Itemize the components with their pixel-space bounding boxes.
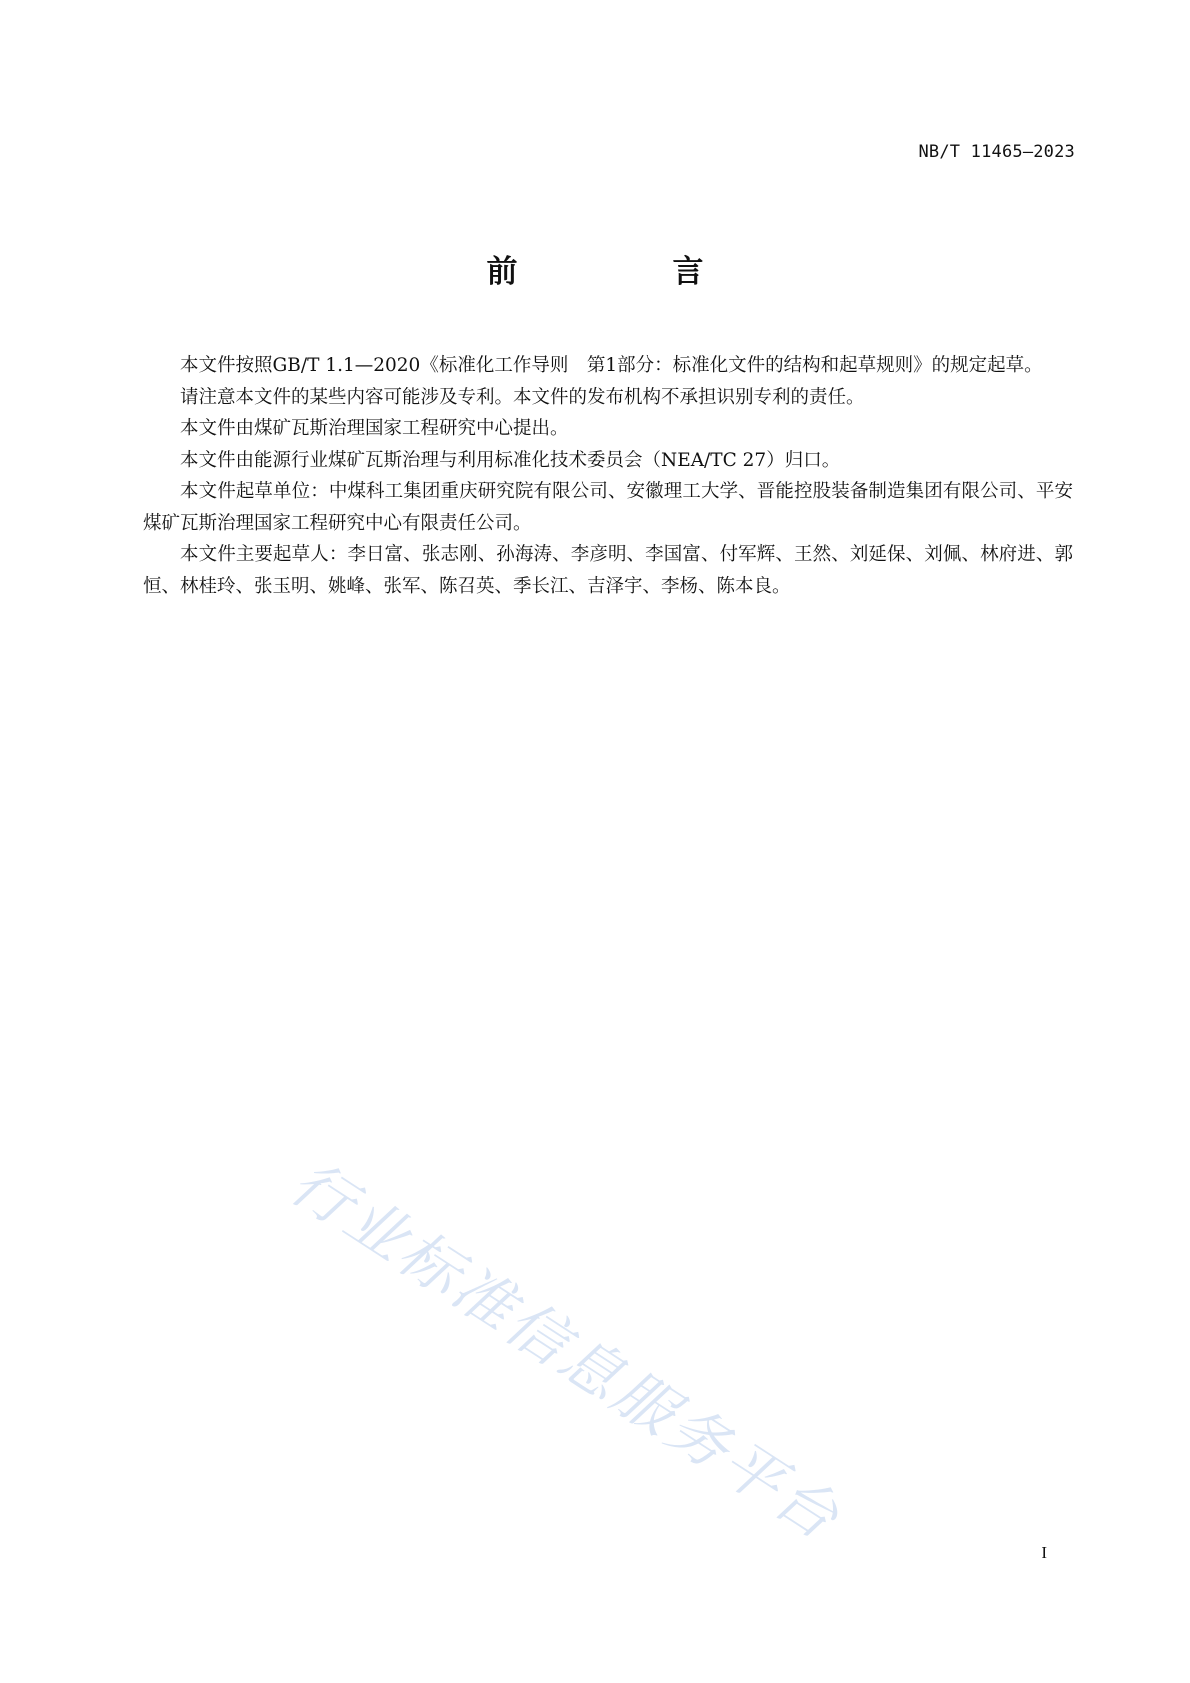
watermark: 行业标准信息服务平台 — [278, 1147, 854, 1556]
paragraph-drafting-rules: 本文件按照GB/T 1.1—2020《标准化工作导则 第1部分：标准化文件的结构和起草规则》的规定起草。 — [180, 355, 1043, 376]
page-number: I — [1041, 1543, 1047, 1562]
foreword-body — [143, 350, 1073, 602]
paragraph-drafting-organizations: 本文件起草单位：中煤科工集团重庆研究院有限公司、安徽理工大学、晋能控股装备制造集团有限公司、平安煤矿瓦斯治理国家工程研究中心有限责任公司。 — [143, 481, 1073, 534]
document-code: NB/T 11465—2023 — [918, 142, 1075, 162]
page-title: 前 言 — [486, 254, 766, 290]
paragraph-patent-notice: 请注意本文件的某些内容可能涉及专利。本文件的发布机构不承担识别专利的责任。 — [180, 386, 865, 408]
paragraph-drafters: 本文件主要起草人：李日富、张志刚、孙海涛、李彦明、李国富、付军辉、王然、刘延保、刘佩、林府进、郭恒、林桂玲、张玉明、姚峰、张军、陈召英、季长江、吉泽宇、李杨、陈本良。 — [143, 544, 1073, 597]
paragraph-technical-committee: 本文件由能源行业煤矿瓦斯治理与利用标准化技术委员会（NEA/TC 27）归口。 — [180, 449, 841, 471]
paragraph-proposer: 本文件由煤矿瓦斯治理国家工程研究中心提出。 — [180, 418, 569, 439]
